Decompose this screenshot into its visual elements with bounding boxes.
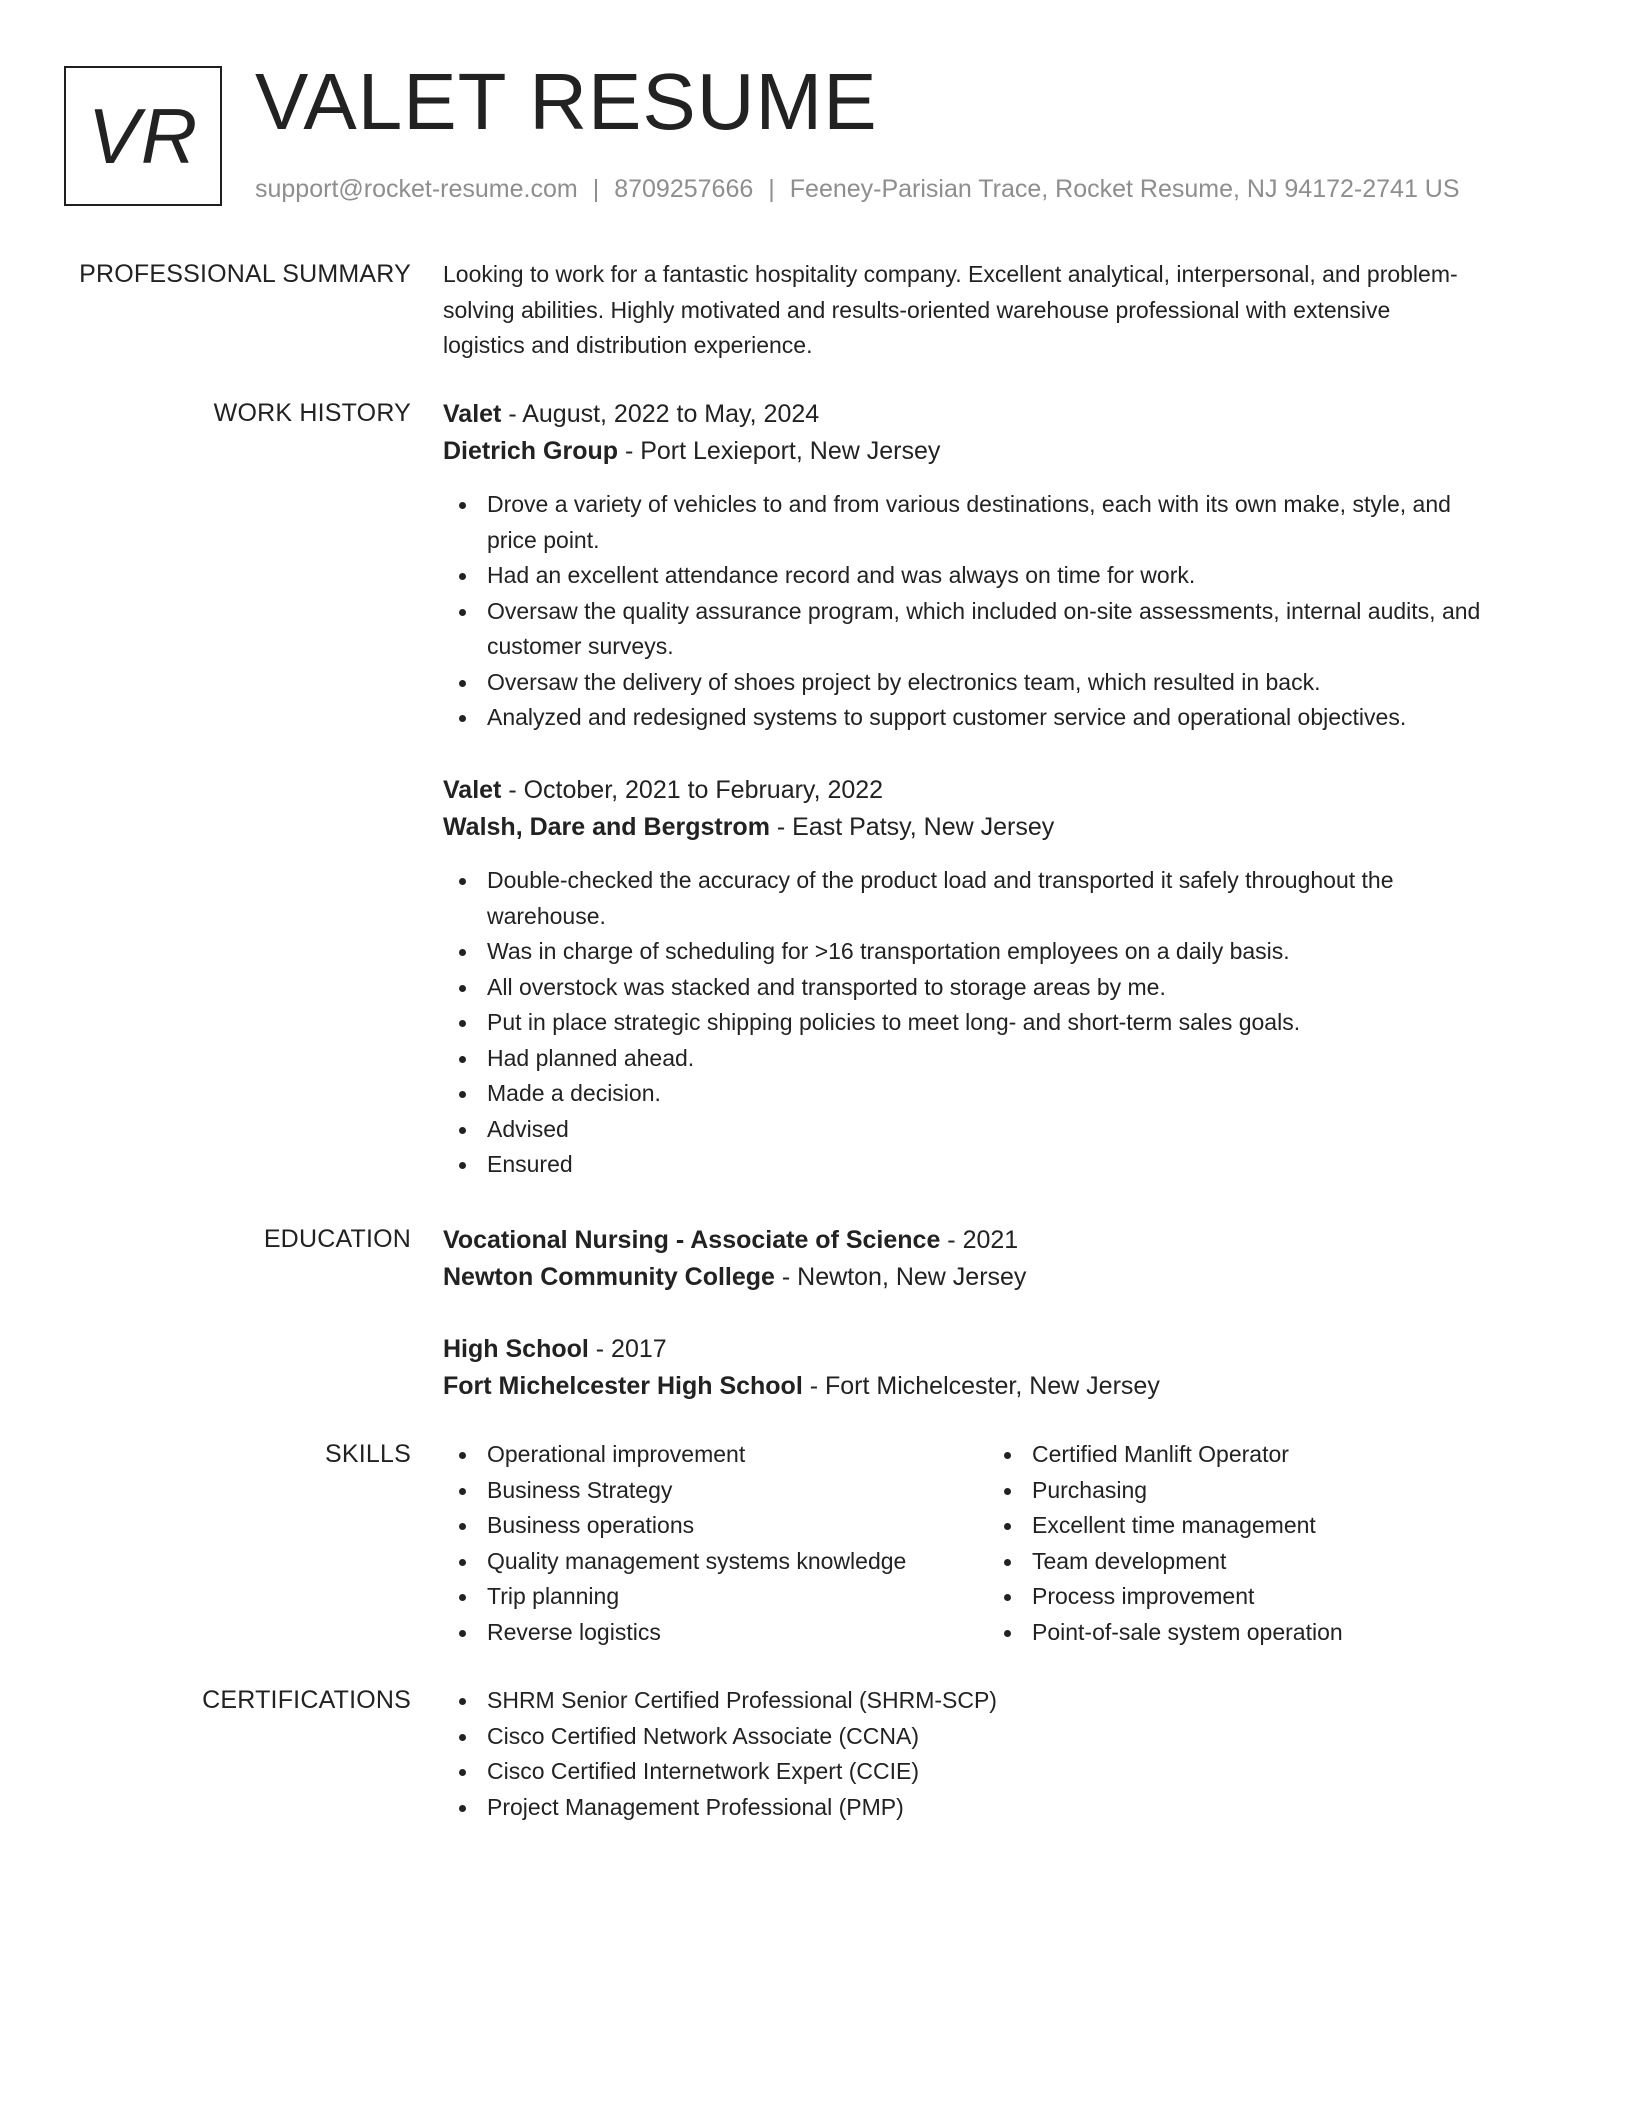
skill-item: Team development (988, 1544, 1533, 1580)
job-bullets (443, 487, 1563, 736)
contact-address: Feeney-Parisian Trace, Rocket Resume, NJ 94172-2741 US (789, 175, 1460, 203)
job-location: - Port Lexieport, New Jersey (618, 437, 941, 465)
job-bullet: Double-checked the accuracy of the product load and transported it safely throughout the warehouse. (443, 863, 1563, 934)
job-entry (443, 772, 1563, 1183)
skills-grid (443, 1437, 1563, 1650)
education-degree: High School (443, 1335, 589, 1363)
skill-item: Trip planning (443, 1579, 988, 1615)
job-company: Walsh, Dare and Bergstrom (443, 813, 770, 841)
job-bullet: Ensured (443, 1147, 1563, 1183)
education-degree-line (443, 1222, 1563, 1259)
skills-column-right (988, 1437, 1533, 1650)
skill-item: Excellent time management (988, 1508, 1533, 1544)
skill-item: Business Strategy (443, 1473, 988, 1509)
job-title: Valet (443, 776, 502, 804)
job-dates: - October, 2021 to February, 2022 (501, 776, 884, 804)
certification-item: Cisco Certified Network Associate (CCNA) (443, 1719, 1563, 1755)
education-year: - 2017 (588, 1335, 667, 1363)
section-label-education: EDUCATION (263, 1225, 411, 1253)
job-entry (443, 396, 1563, 736)
summary-text (443, 257, 1563, 364)
section-label-work-history: WORK HISTORY (213, 399, 411, 427)
contact-separator: | (768, 175, 775, 203)
education-location: - Newton, New Jersey (774, 1263, 1027, 1291)
job-location: - East Patsy, New Jersey (769, 813, 1055, 841)
job-bullet: All overstock was stacked and transported to storage areas by me. (443, 970, 1563, 1006)
certification-item: SHRM Senior Certified Professional (SHRM-SCP) (443, 1683, 1563, 1719)
skill-item: Point-of-sale system operation (988, 1615, 1533, 1651)
contact-phone[interactable]: 8709257666 (614, 175, 754, 203)
job-bullet: Oversaw the delivery of shoes project by electronics team, which resulted in back. (443, 665, 1563, 701)
job-bullet: Was in charge of scheduling for >16 transportation employees on a daily basis. (443, 934, 1563, 970)
job-title-line (443, 772, 1563, 809)
education-location: - Fort Michelcester, New Jersey (802, 1372, 1160, 1400)
job-bullet: Put in place strategic shipping policies to meet long- and short-term sales goals. (443, 1005, 1563, 1041)
education-school: Fort Michelcester High School (443, 1372, 803, 1400)
education-school: Newton Community College (443, 1263, 775, 1291)
monogram-logo: VR (64, 66, 222, 206)
education-entry (443, 1331, 1563, 1405)
job-dates: - August, 2022 to May, 2024 (501, 400, 820, 428)
skill-item: Business operations (443, 1508, 988, 1544)
summary-line: solving abilities. Highly motivated and results-oriented warehouse professional with extensive (443, 296, 1391, 323)
summary-body (443, 257, 1563, 364)
job-company-line (443, 809, 1563, 846)
job-bullet: Had planned ahead. (443, 1041, 1563, 1077)
education-degree-line (443, 1331, 1563, 1368)
education-degree: Vocational Nursing - Associate of Science (443, 1226, 941, 1254)
section-label-certifications: CERTIFICATIONS (202, 1686, 411, 1714)
skill-item: Process improvement (988, 1579, 1533, 1615)
skill-item: Quality management systems knowledge (443, 1544, 988, 1580)
skill-item: Reverse logistics (443, 1615, 988, 1651)
skill-item: Certified Manlift Operator (988, 1437, 1533, 1473)
certification-item: Project Management Professional (PMP) (443, 1790, 1563, 1826)
education-entry (443, 1222, 1563, 1296)
certifications-list (443, 1683, 1563, 1825)
contact-separator: | (592, 175, 600, 203)
education-year: - 2021 (940, 1226, 1019, 1254)
job-bullet: Had an excellent attendance record and was always on time for work. (443, 558, 1563, 594)
section-label-skills: SKILLS (325, 1440, 411, 1468)
job-title-line (443, 396, 1563, 433)
job-title: Valet (443, 400, 502, 428)
job-company-line (443, 433, 1563, 470)
job-bullet: Analyzed and redesigned systems to support customer service and operational objectives. (443, 700, 1563, 736)
job-bullet: Oversaw the quality assurance program, which included on-site assessments, internal audits, and customer surveys. (443, 594, 1563, 665)
resume-name: VALET RESUME (255, 57, 878, 146)
skill-item: Operational improvement (443, 1437, 988, 1473)
job-bullet: Made a decision. (443, 1076, 1563, 1112)
education-school-line (443, 1259, 1563, 1296)
job-company: Dietrich Group (443, 437, 619, 465)
job-bullets (443, 863, 1563, 1183)
skill-item: Purchasing (988, 1473, 1533, 1509)
certification-item: Cisco Certified Internetwork Expert (CCIE) (443, 1754, 1563, 1790)
education-school-line (443, 1368, 1563, 1405)
skills-column-left (443, 1437, 988, 1650)
job-bullet: Drove a variety of vehicles to and from various destinations, each with its own make, style, and price point. (443, 487, 1563, 558)
section-label-summary: PROFESSIONAL SUMMARY (79, 260, 411, 288)
contact-line (255, 172, 1460, 206)
summary-line: logistics and distribution experience. (443, 332, 813, 358)
job-bullet: Advised (443, 1112, 1563, 1148)
contact-email[interactable]: support@rocket-resume.com (255, 175, 578, 203)
certifications-body (443, 1683, 1563, 1825)
summary-line: Looking to work for a fantastic hospitality company. Excellent analytical, interpersonal, and problem- (443, 261, 1458, 287)
